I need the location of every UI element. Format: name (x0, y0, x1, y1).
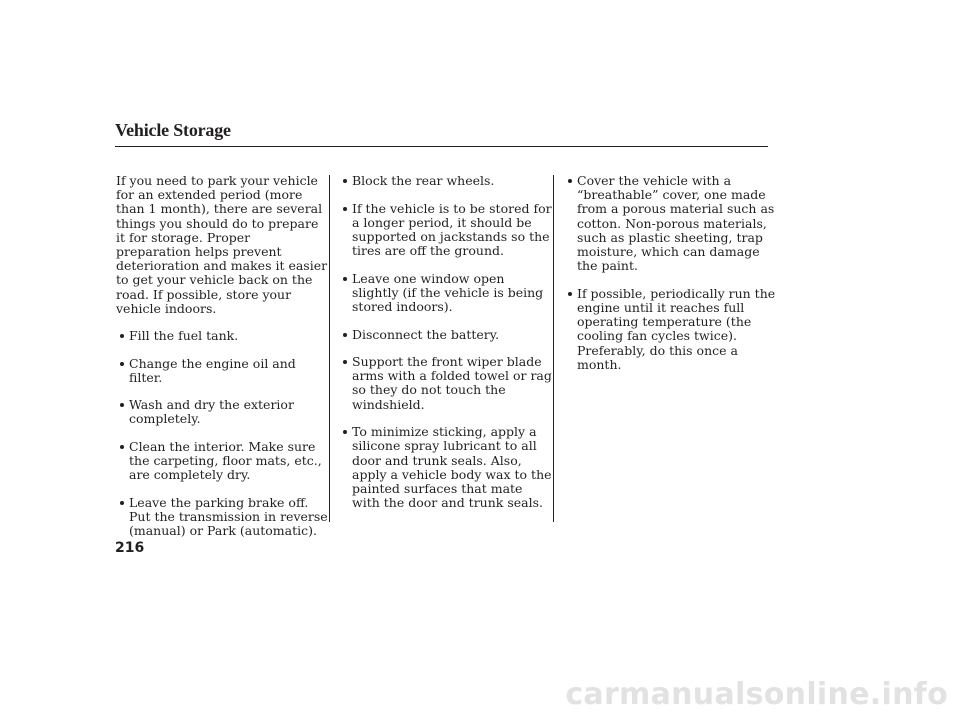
list-item: If the vehicle is to be stored for a longer period, it should be supported on jackstands so the tires are off the ground. (352, 202, 552, 259)
page-number: 216 (115, 540, 145, 556)
list-item: Wash and dry the exterior completely. (129, 398, 328, 426)
list-item: Block the rear wheels. (352, 174, 552, 188)
column-divider-2 (553, 175, 554, 522)
list-item: Leave the parking brake off. Put the transmission in reverse (manual) or Park (automatic). (129, 496, 328, 539)
intro-paragraph: If you need to park your vehicle for an extended period (more than 1 month), there are several things you should do to prepare it for storage. Proper preparation helps prevent deterioration and makes it easier to get your vehicle back on the road. If possible, store your vehicle indoors. (116, 173, 328, 316)
title-rule (115, 146, 768, 147)
list-item: Fill the fuel tank. (129, 329, 328, 343)
list-item: To minimize sticking, apply a silicone spray lubricant to all door and trunk seals. Also, apply a vehicle body wax to the painted surfaces that mate with the door and trunk seals. (352, 425, 552, 510)
bullet-icon (343, 430, 347, 434)
list-item: Cover the vehicle with a “breathable” cover, one made from a porous material such as cotton. Non-porous materials, such as plastic sheeting, trap moisture, which can damage the paint. (577, 174, 777, 273)
bullet-list-3 (577, 174, 777, 372)
bullet-icon (120, 403, 124, 407)
list-item: Leave one window open slightly (if the vehicle is being stored indoors). (352, 272, 552, 315)
bullet-icon (343, 277, 347, 281)
column-2 (352, 174, 552, 524)
column-1 (116, 174, 328, 552)
bullet-icon (120, 334, 124, 338)
page-title: Vehicle Storage (115, 120, 231, 140)
list-item: If possible, periodically run the engine until it reaches full operating temperature (the cooling fan cycles twice). Preferably, do this once a month. (577, 287, 777, 372)
column-3 (577, 174, 777, 385)
bullet-icon (120, 445, 124, 449)
list-item: Support the front wiper blade arms with a folded towel or rag so they do not touch the windshield. (352, 355, 552, 412)
bullet-icon (343, 179, 347, 183)
bullet-icon (568, 179, 572, 183)
bullet-icon (120, 501, 124, 505)
bullet-icon (343, 207, 347, 211)
list-item: Clean the interior. Make sure the carpeting, floor mats, etc., are completely dry. (129, 440, 328, 483)
bullet-icon (343, 333, 347, 337)
bullet-icon (120, 362, 124, 366)
bullet-list-2 (352, 174, 552, 510)
column-divider-1 (329, 175, 330, 522)
bullet-icon (568, 292, 572, 296)
list-item: Change the engine oil and filter. (129, 357, 328, 385)
list-item: Disconnect the battery. (352, 328, 552, 342)
bullet-icon (343, 360, 347, 364)
watermark: carmanualsonline.info (565, 677, 948, 712)
bullet-list-1 (129, 329, 328, 538)
